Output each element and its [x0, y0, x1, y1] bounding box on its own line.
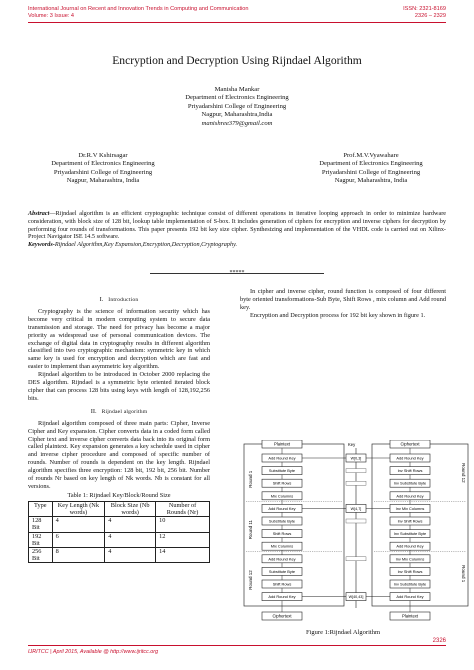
- table-cell: 4: [105, 517, 156, 532]
- issn-block: ISSN: 2321-8169 2326 – 2329: [403, 6, 446, 19]
- decryption-block-label: Inv Shift Rows: [397, 568, 423, 574]
- encryption-block-label: Add Round Key: [268, 455, 296, 461]
- encryption-block-label: Add Round Key: [268, 556, 296, 562]
- figure-caption: Figure 1:Rijndael Algorithm: [305, 629, 381, 636]
- ciphertext-label-dec: Ciphertext: [400, 441, 420, 447]
- key-expansion-box: [346, 519, 366, 523]
- key-expansion-box: [346, 481, 366, 485]
- key-expansion-box: [346, 469, 366, 473]
- table-cell: 12: [156, 532, 210, 547]
- table-cell: 192 Bit: [29, 532, 53, 547]
- encryption-block-label: Substitute Byte: [268, 468, 296, 474]
- encryption-block-label: Shift Rows: [272, 531, 292, 537]
- table-cell: 256 Bit: [29, 547, 53, 562]
- key-label: Key: [348, 442, 356, 447]
- abstract-label: Abstract: [28, 210, 50, 217]
- intro-paragraph-1: Cryptography is the science of information security which has become very critical in modern computing system to secure data transmission and storage. The need for privacy has become a major priority as widespread use of personal communication devices. The exchange of digital data in cryptography results in different algorithm classified into two cryptographic mechanism: symmetric key in which same key is used for encryption and decryption which are fast and easier to implement than asymmetric key algorithm.: [28, 307, 210, 371]
- table-cell: 128 Bit: [29, 517, 53, 532]
- table-row: [29, 547, 210, 562]
- table-cell: 4: [52, 517, 105, 532]
- decryption-block-label: Inv Shift Rows: [397, 468, 423, 474]
- table-cell: 6: [52, 532, 105, 547]
- encryption-block-label: Shift Rows: [272, 581, 292, 587]
- author-3: Prof.M.V.Vyawahare Department of Electronics Engineering Priyadarshini College of Engineering Nagpur, Maharashtra, India: [319, 152, 423, 185]
- round-label-right: Round 12: [461, 463, 466, 483]
- author-email: manishree379@gmail.com: [201, 119, 273, 127]
- encryption-block-label: Shift Rows: [272, 480, 292, 486]
- encryption-block-label: Add Round Key: [268, 505, 296, 511]
- round-label-left: Round 1: [248, 470, 253, 488]
- author-2: Dr.R.V Kshirsagar Department of Electronics Engineering Priyadarshini College of Engineering Nagpur, Maharashtra, India: [51, 152, 155, 185]
- encryption-block-label: Add Round Key: [268, 594, 296, 600]
- left-column: [28, 292, 210, 563]
- key-word-label: W[0,3]: [350, 456, 362, 461]
- decryption-block-label: Inv Substitute Byte: [393, 480, 427, 486]
- decryption-block-label: Add Round Key: [396, 455, 424, 461]
- section-heading-introduction: I. Introduction: [99, 296, 139, 303]
- key-expansion-box: [346, 557, 366, 561]
- key-block-round-table: [28, 501, 210, 564]
- table-header-cell: Key Length (Nk words): [52, 501, 105, 516]
- decryption-block-label: Inv Mix Columns: [395, 505, 425, 511]
- decryption-block-label: Inv Shift Rows: [397, 518, 423, 524]
- author-1: Manisha Mankar Department of Electronics Engineering Priyadarshini College of Engineering Nagpur, Maharashtra,India manishree379@gmail.com: [137, 86, 337, 128]
- paper-title: Encryption and Decryption Using Rijndael Algorithm: [112, 54, 362, 67]
- table-cell: 8: [52, 547, 105, 562]
- table-header-row: [29, 501, 210, 516]
- round-label-left: Round 12: [248, 570, 253, 590]
- plaintext-label: Plaintext: [273, 441, 291, 447]
- encryption-block-label: Mix Columns: [270, 493, 294, 499]
- page-number: 2326: [432, 638, 446, 644]
- decryption-block-label: Add Round Key: [396, 594, 424, 600]
- decryption-block-label: Inv Mix Columns: [395, 556, 425, 562]
- right-column: [240, 288, 446, 320]
- encryption-block-label: Substitute Byte: [268, 568, 296, 574]
- section-heading-rijndael: II. Rijndael algorithm: [90, 407, 148, 415]
- right-paragraph-1: In cipher and inverse cipher, round function is composed of four different byte oriented transformations-Sub Byte, Shift Rows , mix column and Add round key.: [240, 288, 446, 311]
- table-header-cell: Block Size (Nb words): [105, 501, 156, 516]
- decryption-block-label: Add Round Key: [396, 543, 424, 549]
- rijndael-paragraph: Rijndael algorithm composed of three main parts: Cipher, Inverse Cipher and Key expansion. Cipher converts data in a coded form called Cipher text and inverse cipher converts data back into its original form called plaintext. Key expansion generates a key schedule used in cipher and inverse cipher procedure and composed of specific number of rounds. Number of rounds is dependent on the key length. Rijndael algorithm specifies three encryption: 128 bit, 192 bit, 256 bit. Number of rounds Nr based on key length of Nk words. Nb is constant for all versions.: [28, 419, 210, 490]
- rijndael-figure: [240, 440, 472, 628]
- ciphertext-label-enc: Ciphertext: [272, 613, 292, 619]
- round-label-right: Round 1: [461, 565, 466, 583]
- right-paragraph-2: Encryption and Decryption process for 192 bit key shown in figure 1.: [250, 311, 426, 319]
- footer-rule: [28, 645, 446, 646]
- table-header-cell: Number of Rounds (Nr): [156, 501, 210, 516]
- decryption-block-label: Inv Substitute Byte: [393, 581, 427, 587]
- keywords-text: Rijndael Algorithm,Key Expansion,Encryption,Decryption,Cryptography.: [54, 241, 238, 249]
- key-word-label: W[40,43]: [348, 595, 364, 600]
- table-cell: 4: [105, 532, 156, 547]
- table-row: [29, 532, 210, 547]
- table-cell: 4: [105, 547, 156, 562]
- round-label-left: Round 11: [248, 520, 253, 540]
- intro-paragraph-2: Rijndael algorithm to be introduced in October 2000 replacing the DES algorithm. Rijndael is a symmetric byte oriented iterated block cipher that can process 128 bits using keys with length of 128,192,256 bits.: [28, 371, 210, 402]
- table-cell: 14: [156, 547, 210, 562]
- table-caption: Table 1: Rijndael Key/Block/Round Size: [67, 491, 171, 499]
- table-row: [29, 517, 210, 532]
- encryption-block-label: Mix Columns: [270, 543, 294, 549]
- header-rule: [28, 22, 446, 23]
- key-word-label: W[4,7]: [350, 506, 362, 511]
- footer-text: IJRITCC | April 2015, Available @ http://www.ijritcc.org: [28, 649, 159, 655]
- plaintext-label-dec: Plaintext: [401, 613, 419, 619]
- keywords-label: Keywords-: [28, 241, 55, 249]
- decryption-block-label: Add Round Key: [396, 493, 424, 499]
- divider-stars: *****: [229, 270, 245, 276]
- journal-name: International Journal on Recent and Innovation Trends in Computing and Communication Volume: 3 Issue: 4: [28, 6, 249, 19]
- decryption-block-label: Inv Substitute Byte: [393, 531, 427, 537]
- table-header-cell: Type: [29, 501, 53, 516]
- abstract-text: —Rijndael algorithm is an efficient cryptographic technique consist of different operations in iterative looping approach in order to minimize hardware consideration, with block size of 128 bit, lookup table implementation of S-box. It includes generation of ciphers for encryption and inverse ciphers for decryption by performing four rounds of transformations. This paper presents 192 bit key size cipher. Synthesizing and implementation of the VHDL code is carried out on Xilinx-Project Navigator ISE 14.5 software.: [28, 210, 446, 241]
- table-cell: 10: [156, 517, 210, 532]
- abstract: [28, 210, 446, 249]
- rijndael-diagram: [240, 440, 472, 628]
- encryption-block-label: Substitute Byte: [268, 518, 296, 524]
